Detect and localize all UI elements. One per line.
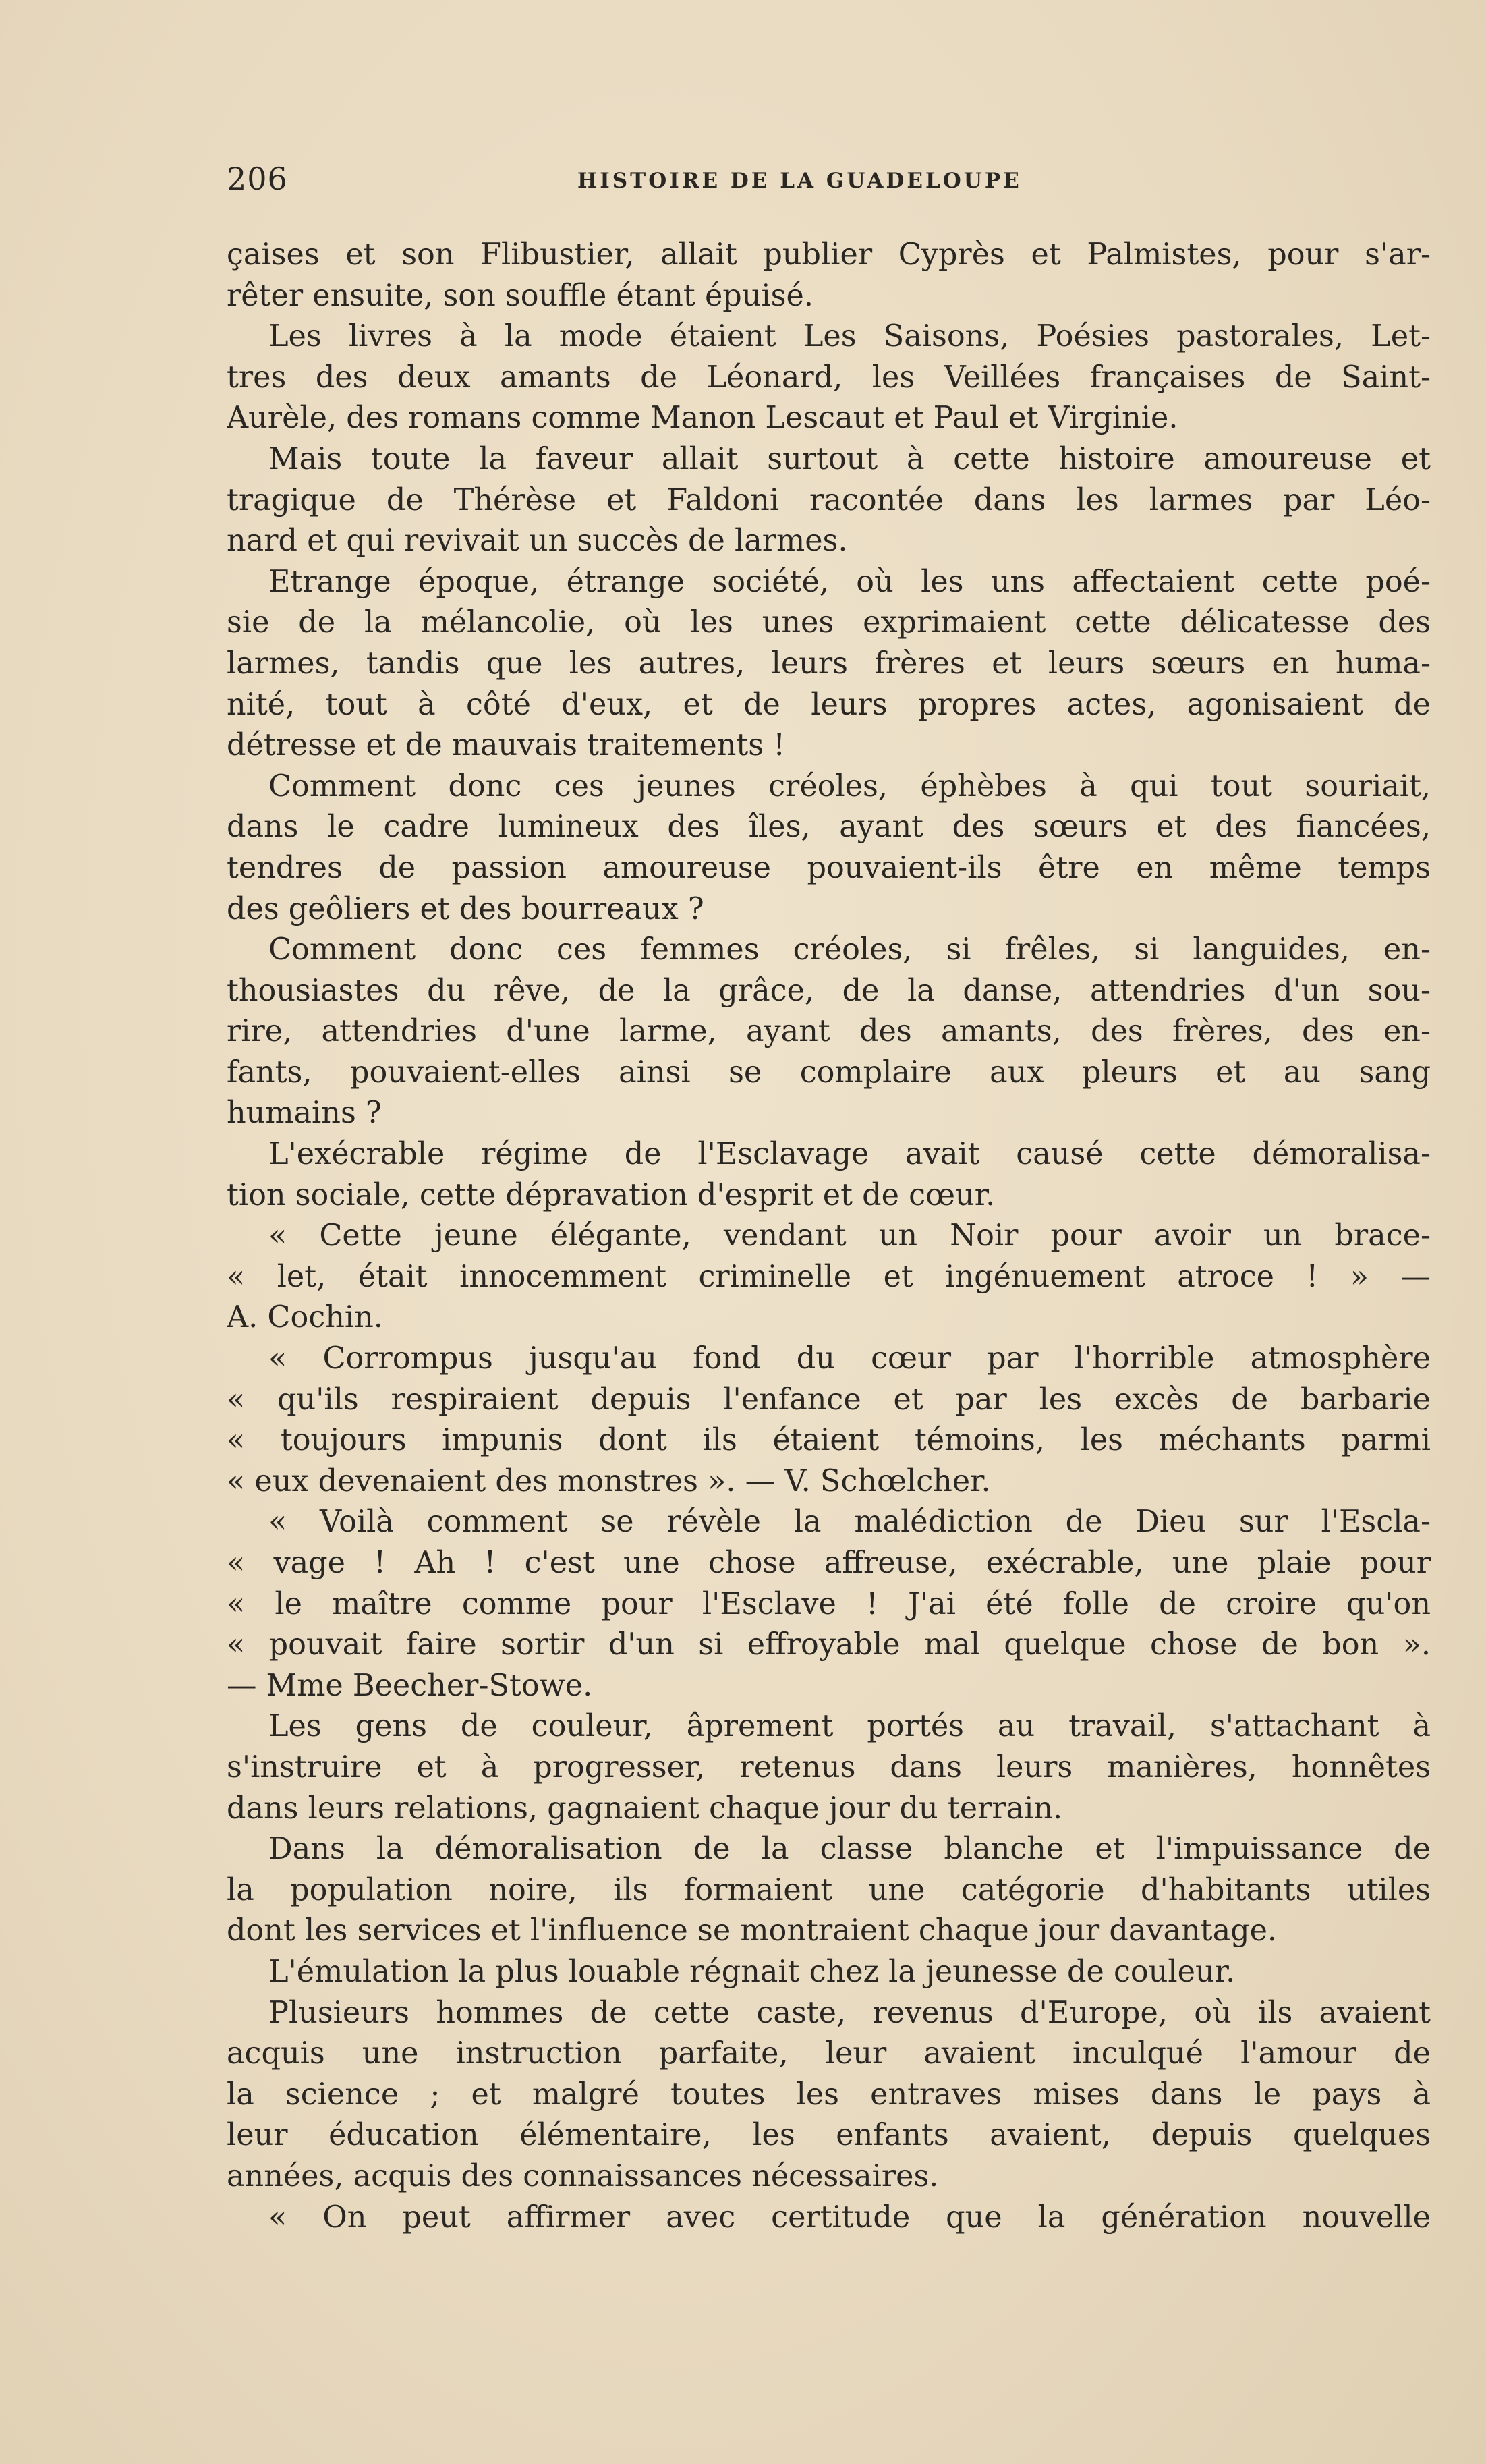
text-line: tres des deux amants de Léonard, les Veillées françaises de Saint-	[227, 360, 1431, 395]
text-line: « toujours impunis dont ils étaient témoins, les méchants parmi	[227, 1423, 1431, 1458]
text-line: nard et qui revivait un succès de larmes.	[227, 524, 848, 559]
text-line: tion sociale, cette dépravation d'esprit et de cœur.	[227, 1177, 996, 1212]
text-line: des geôliers et des bourreaux ?	[227, 891, 704, 926]
text-line: Etrange époque, étrange société, où les uns affectaient cette poé-	[268, 564, 1431, 599]
text-line: Plusieurs hommes de cette caste, revenus d'Europe, où ils avaient	[268, 1995, 1431, 2030]
text-line: « let, était innocemment criminelle et ingénuement atroce ! » —	[227, 1259, 1431, 1294]
text-line: Mais toute la faveur allait surtout à cette histoire amoureuse et	[268, 441, 1431, 476]
text-line: dans leurs relations, gagnaient chaque jour du terrain.	[227, 1791, 1063, 1826]
text-line: tragique de Thérèse et Faldoni racontée dans les larmes par Léo-	[227, 482, 1431, 517]
text-line: « pouvait faire sortir d'un si effroyable mal quelque chose de bon ».	[227, 1627, 1431, 1662]
text-line: Aurèle, des romans comme Manon Lescaut et Paul et Virginie.	[227, 401, 1178, 436]
text-line: Dans la démoralisation de la classe blanche et l'impuissance de	[268, 1832, 1431, 1867]
text-line: Les gens de couleur, âprement portés au travail, s'attachant à	[268, 1709, 1431, 1744]
text-line: sie de la mélancolie, où les unes exprimaient cette délicatesse des	[227, 605, 1431, 640]
text-line: « Voilà comment se révèle la malédiction de Dieu sur l'Escla-	[268, 1505, 1431, 1540]
text-line: fants, pouvaient-elles ainsi se complaire aux pleurs et au sang	[227, 1055, 1431, 1090]
text-line: années, acquis des connaissances nécessaires.	[227, 2158, 939, 2193]
text-line: thousiastes du rêve, de la grâce, de la danse, attendries d'un sou-	[227, 973, 1431, 1008]
text-line: A. Cochin.	[227, 1300, 383, 1335]
text-line: « eux devenaient des monstres ». — V. Schœlcher.	[227, 1463, 991, 1499]
text-line: L'exécrable régime de l'Esclavage avait causé cette démoralisa-	[268, 1137, 1431, 1172]
text-line: Les livres à la mode étaient Les Saisons, Poésies pastorales, Let-	[268, 319, 1431, 354]
text-line: rire, attendries d'une larme, ayant des amants, des frères, des en-	[227, 1014, 1431, 1049]
running-head: HISTOIRE DE LA GUADELOUPE	[577, 169, 1022, 193]
text-line: « On peut affirmer avec certitude que la génération nouvelle	[268, 2200, 1431, 2235]
text-line: nité, tout à côté d'eux, et de leurs propres actes, agonisaient de	[227, 687, 1431, 722]
text-line: — Mme Beecher-Stowe.	[227, 1668, 593, 1703]
text-line: Comment donc ces jeunes créoles, éphèbes à qui tout souriait,	[268, 768, 1431, 804]
text-line: s'instruire et à progresser, retenus dans leurs manières, honnêtes	[227, 1749, 1431, 1785]
page-number: 206	[227, 161, 288, 197]
text-line: tendres de passion amoureuse pouvaient-ils être en même temps	[227, 850, 1431, 885]
text-line: çaises et son Flibustier, allait publier Cyprès et Palmistes, pour s'ar-	[227, 237, 1431, 272]
text-line: acquis une instruction parfaite, leur avaient inculqué l'amour de	[227, 2036, 1431, 2071]
text-line: la science ; et malgré toutes les entraves mises dans le pays à	[227, 2077, 1431, 2112]
text-line: « le maître comme pour l'Esclave ! J'ai été folle de croire qu'on	[227, 1586, 1431, 1621]
text-line: L'émulation la plus louable régnait chez la jeunesse de couleur.	[268, 1954, 1236, 1989]
text-line: « vage ! Ah ! c'est une chose affreuse, exécrable, une plaie pour	[227, 1546, 1431, 1580]
text-line: Comment donc ces femmes créoles, si frêles, si languides, en-	[268, 932, 1431, 968]
text-line: « qu'ils respiraient depuis l'enfance et par les excès de barbarie	[227, 1382, 1431, 1417]
text-line: « Cette jeune élégante, vendant un Noir pour avoir un brace-	[268, 1219, 1431, 1254]
page-header	[227, 161, 1063, 201]
text-line: la population noire, ils formaient une catégorie d'habitants utiles	[227, 1872, 1431, 1907]
body-text	[227, 235, 1431, 2238]
text-line: rêter ensuite, son souffle étant épuisé.	[227, 278, 813, 313]
text-line: dans le cadre lumineux des îles, ayant des sœurs et des fiancées,	[227, 810, 1431, 845]
text-line: humains ?	[227, 1096, 382, 1131]
text-line: larmes, tandis que les autres, leurs frères et leurs sœurs en huma-	[227, 646, 1431, 681]
text-line: leur éducation élémentaire, les enfants avaient, depuis quelques	[227, 2118, 1431, 2153]
text-line: dont les services et l'influence se montraient chaque jour davantage.	[227, 1913, 1278, 1949]
text-line: « Corrompus jusqu'au fond du cœur par l'horrible atmosphère	[268, 1341, 1431, 1376]
text-line: détresse et de mauvais traitements !	[227, 728, 786, 763]
